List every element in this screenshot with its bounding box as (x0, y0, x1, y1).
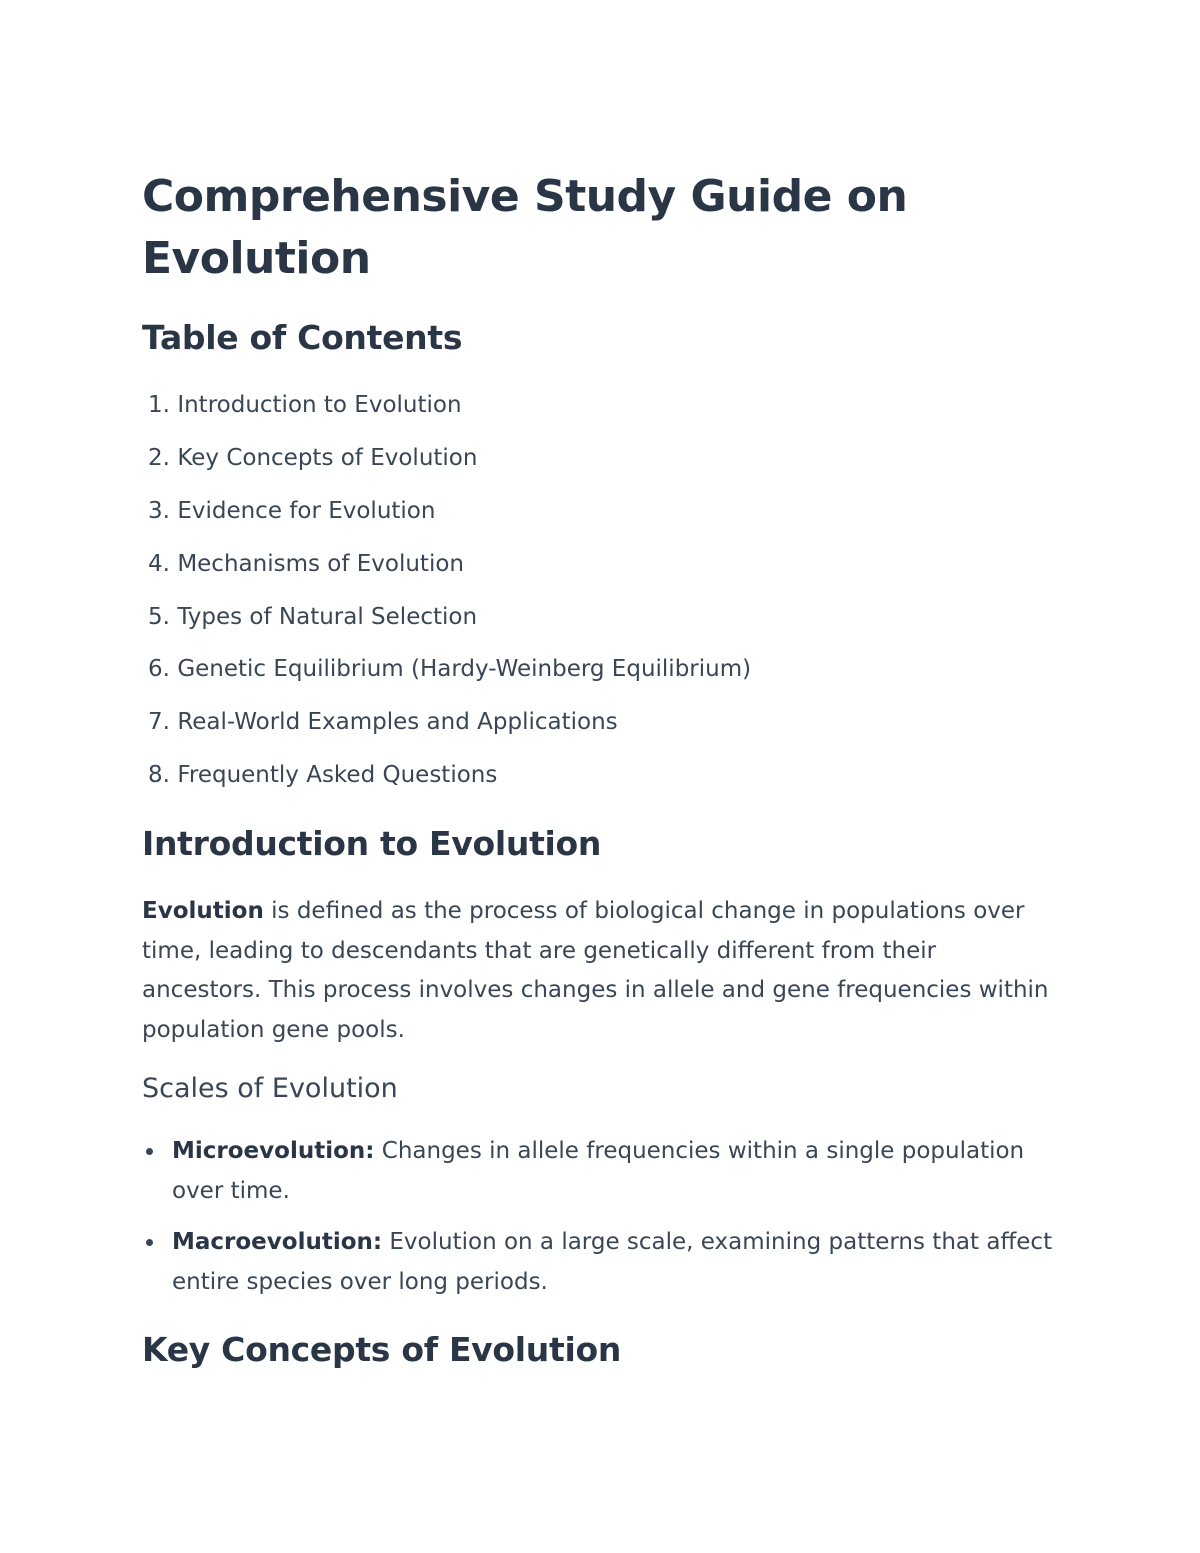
toc-item[interactable] (142, 494, 751, 547)
toc-item[interactable] (142, 600, 751, 653)
toc-heading: Table of Contents (142, 318, 463, 357)
list-item (142, 1132, 1072, 1211)
intro-term: Evolution (142, 898, 264, 924)
bullet-icon (146, 1239, 153, 1246)
bullet-icon (146, 1148, 153, 1155)
toc-item-number: 5. (148, 603, 170, 630)
toc-item-label[interactable]: Types of Natural Selection (177, 603, 478, 630)
toc-item[interactable] (142, 652, 751, 705)
toc-item-number: 1. (148, 392, 170, 418)
toc-item[interactable] (142, 705, 751, 758)
bullet-text: Evolution on a large scale, examining patterns that affect entire species over long periods. (172, 1229, 1053, 1295)
toc-item[interactable] (142, 388, 751, 441)
toc-item-label[interactable]: Real-World Examples and Applications (177, 709, 618, 736)
scales-list (142, 1132, 1072, 1314)
toc-item[interactable] (142, 547, 751, 600)
toc-item-number: 4. (148, 550, 170, 577)
toc-item[interactable] (142, 441, 751, 494)
toc-item-number: 7. (148, 709, 170, 736)
intro-heading: Introduction to Evolution (142, 824, 602, 863)
bullet-text: Changes in allele frequencies within a single population over time. (172, 1138, 1025, 1204)
toc-item-number: 2. (148, 444, 170, 471)
key-concepts-heading: Key Concepts of Evolution (142, 1330, 622, 1369)
toc-item-label[interactable]: Evidence for Evolution (177, 497, 436, 524)
toc-item-number: 8. (148, 762, 170, 789)
toc-item-label[interactable]: Genetic Equilibrium (Hardy-Weinberg Equilibrium) (177, 656, 752, 683)
toc-item-number: 6. (148, 656, 170, 683)
toc-list (142, 388, 751, 811)
toc-item-number: 3. (148, 497, 170, 524)
bullet-term: Macroevolution: (172, 1229, 383, 1255)
toc-item-label[interactable]: Mechanisms of Evolution (177, 550, 464, 577)
list-item (142, 1223, 1072, 1302)
toc-item-label[interactable]: Introduction to Evolution (177, 392, 462, 418)
document-title: Comprehensive Study Guide on Evolution (142, 171, 908, 284)
toc-item-label[interactable]: Key Concepts of Evolution (177, 444, 478, 471)
intro-paragraph (142, 892, 1062, 1050)
intro-text: is defined as the process of biological change in populations over time, leading to descendants that are genetically different from their ancestors. This process involves changes in allele and gene frequencies within population gene pools. (142, 898, 1049, 1043)
toc-item-label[interactable]: Frequently Asked Questions (177, 762, 498, 789)
toc-item[interactable] (142, 758, 751, 811)
scales-heading: Scales of Evolution (142, 1073, 398, 1104)
bullet-term: Microevolution: (172, 1138, 375, 1164)
